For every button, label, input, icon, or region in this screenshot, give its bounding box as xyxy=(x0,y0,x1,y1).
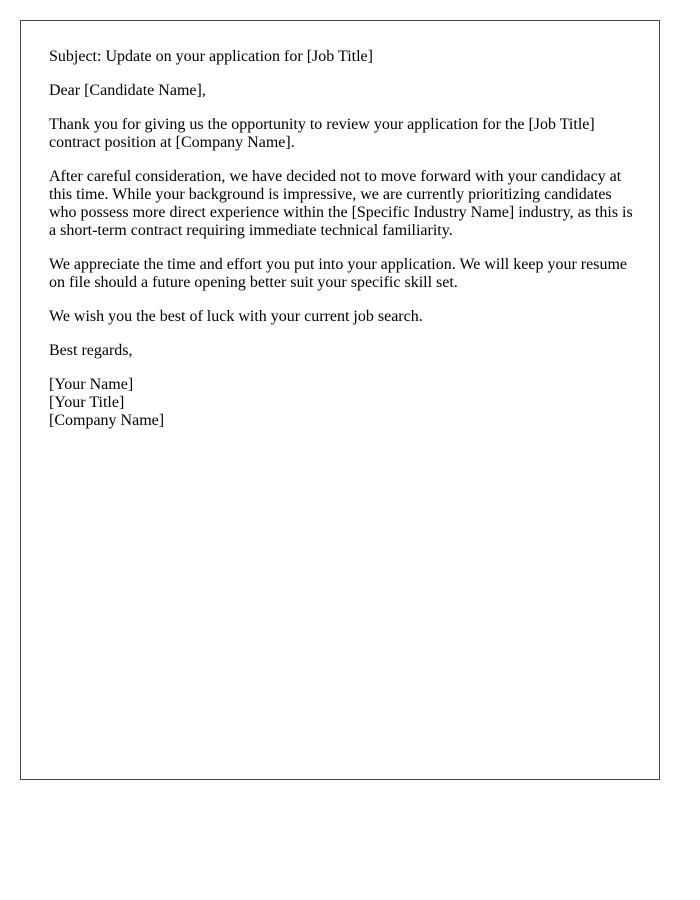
letter-paragraph-appreciation: We appreciate the time and effort you put into your application. We will keep your resume on file should a future opening better suit your specific skill set. xyxy=(49,256,627,291)
signature-block xyxy=(49,376,639,430)
letter-frame xyxy=(20,20,660,780)
letter-body xyxy=(49,48,639,430)
letter-salutation: Dear [Candidate Name], xyxy=(49,82,206,99)
signature-name: [Your Name] xyxy=(49,376,134,393)
letter-paragraph-decision: After careful consideration, we have decided not to move forward with your candidacy at this time. While your background is impressive, we are currently prioritizing candidates who possess more direct experience within the [Specific Industry Name] industry, as this is a short-term contract requiring immediate technical familiarity. xyxy=(49,168,633,239)
letter-paragraph-wishes: We wish you the best of luck with your current job search. xyxy=(49,308,423,325)
signature-title: [Your Title] xyxy=(49,394,125,411)
signature-company: [Company Name] xyxy=(49,412,165,429)
letter-subject: Subject: Update on your application for [Job Title] xyxy=(49,48,373,65)
letter-paragraph-intro: Thank you for giving us the opportunity to review your application for the [Job Title] contract position at [Company Name]. xyxy=(49,116,595,151)
letter-closing: Best regards, xyxy=(49,342,133,359)
